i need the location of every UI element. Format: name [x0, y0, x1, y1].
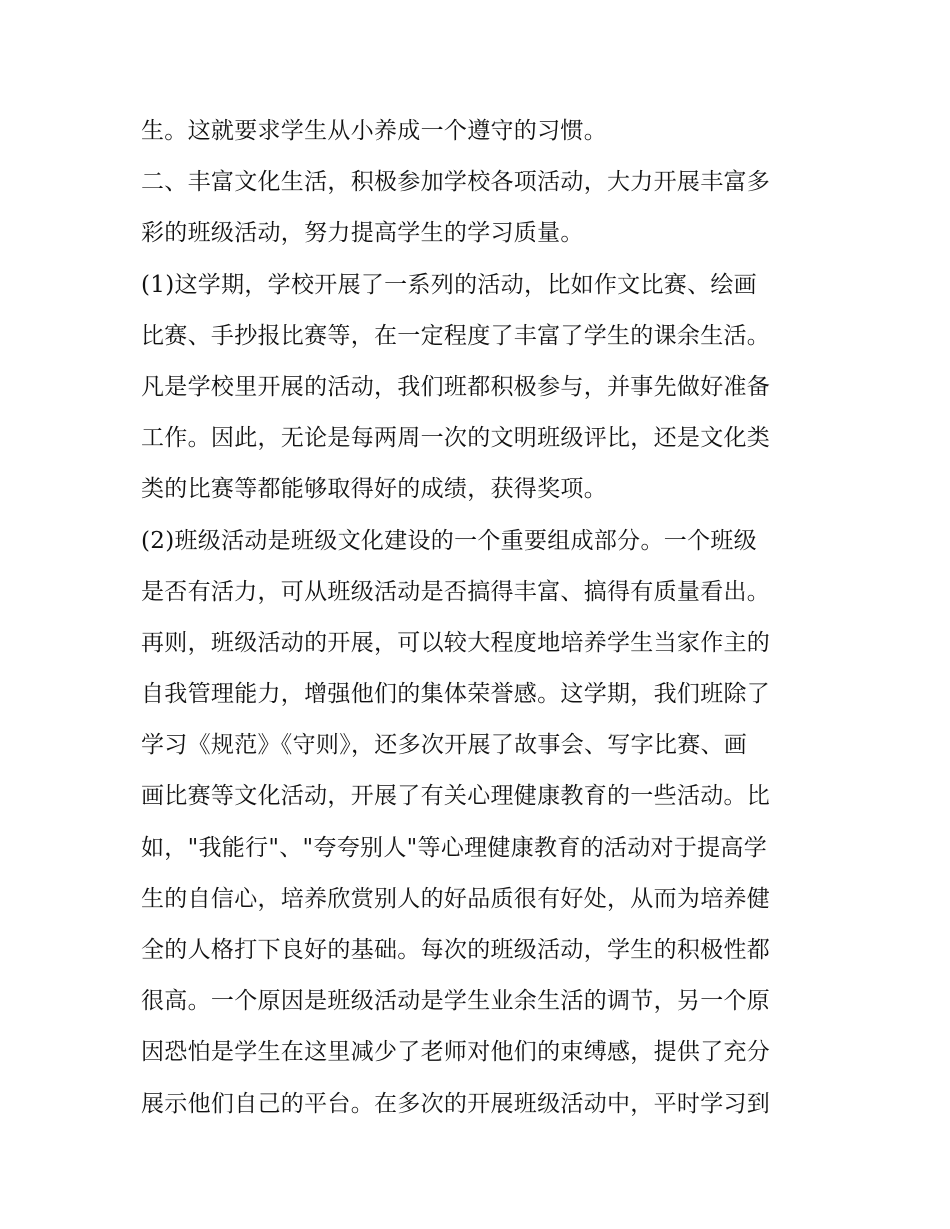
text-line: 自我管理能力，增强他们的集体荣誉感。这学期，我们班除了 — [141, 681, 771, 708]
text-line: 全的人格打下良好的基础。每次的班级活动，学生的积极性都 — [141, 937, 771, 963]
text-line: 彩的班级活动，努力提高学生的学习质量。 — [141, 220, 584, 247]
text-line: 如，"我能行"、"夸夸别人"等心理健康教育的活动对于提高学 — [141, 834, 768, 861]
text-line: (1)这学期，学校开展了一系列的活动，比如作文比赛、绘画 — [141, 271, 757, 298]
text-line: 展示他们自己的平台。在多次的开展班级活动中，平时学习到 — [141, 1090, 771, 1117]
text-line: 生的自信心，培养欣赏别人的好品质很有好处，从而为培养健 — [141, 885, 771, 912]
text-line: 生。这就要求学生从小养成一个遵守的习惯。 — [141, 118, 607, 144]
text-line: 很高。一个原因是班级活动是学生业余生活的调节，另一个原 — [141, 988, 771, 1015]
text-line: 凡是学校里开展的活动，我们班都积极参与，并事先做好准备 — [141, 373, 771, 400]
text-line: 二、丰富文化生活，积极参加学校各项活动，大力开展丰富多 — [141, 169, 771, 196]
text-line: 学习《规范》《守则》，还多次开展了故事会、写字比赛、画 — [141, 732, 748, 759]
text-line: (2)班级活动是班级文化建设的一个重要组成部分。一个班级 — [141, 527, 757, 554]
text-line: 工作。因此，无论是每两周一次的文明班级评比，还是文化类 — [141, 425, 771, 452]
text-line: 类的比赛等都能够取得好的成绩，获得奖项。 — [141, 476, 607, 503]
text-line: 是否有活力，可从班级活动是否搞得丰富、搞得有质量看出。 — [141, 578, 771, 605]
body-text — [141, 106, 831, 1130]
text-line: 画比赛等文化活动，开展了有关心理健康教育的一些活动。比 — [141, 783, 771, 810]
text-line: 比赛、手抄报比赛等，在一定程度了丰富了学生的课余生活。 — [141, 322, 771, 349]
text-line: 再则，班级活动的开展，可以较大程度地培养学生当家作主的 — [141, 629, 771, 656]
text-line: 因恐怕是学生在这里减少了老师对他们的束缚感，提供了充分 — [141, 1039, 771, 1066]
